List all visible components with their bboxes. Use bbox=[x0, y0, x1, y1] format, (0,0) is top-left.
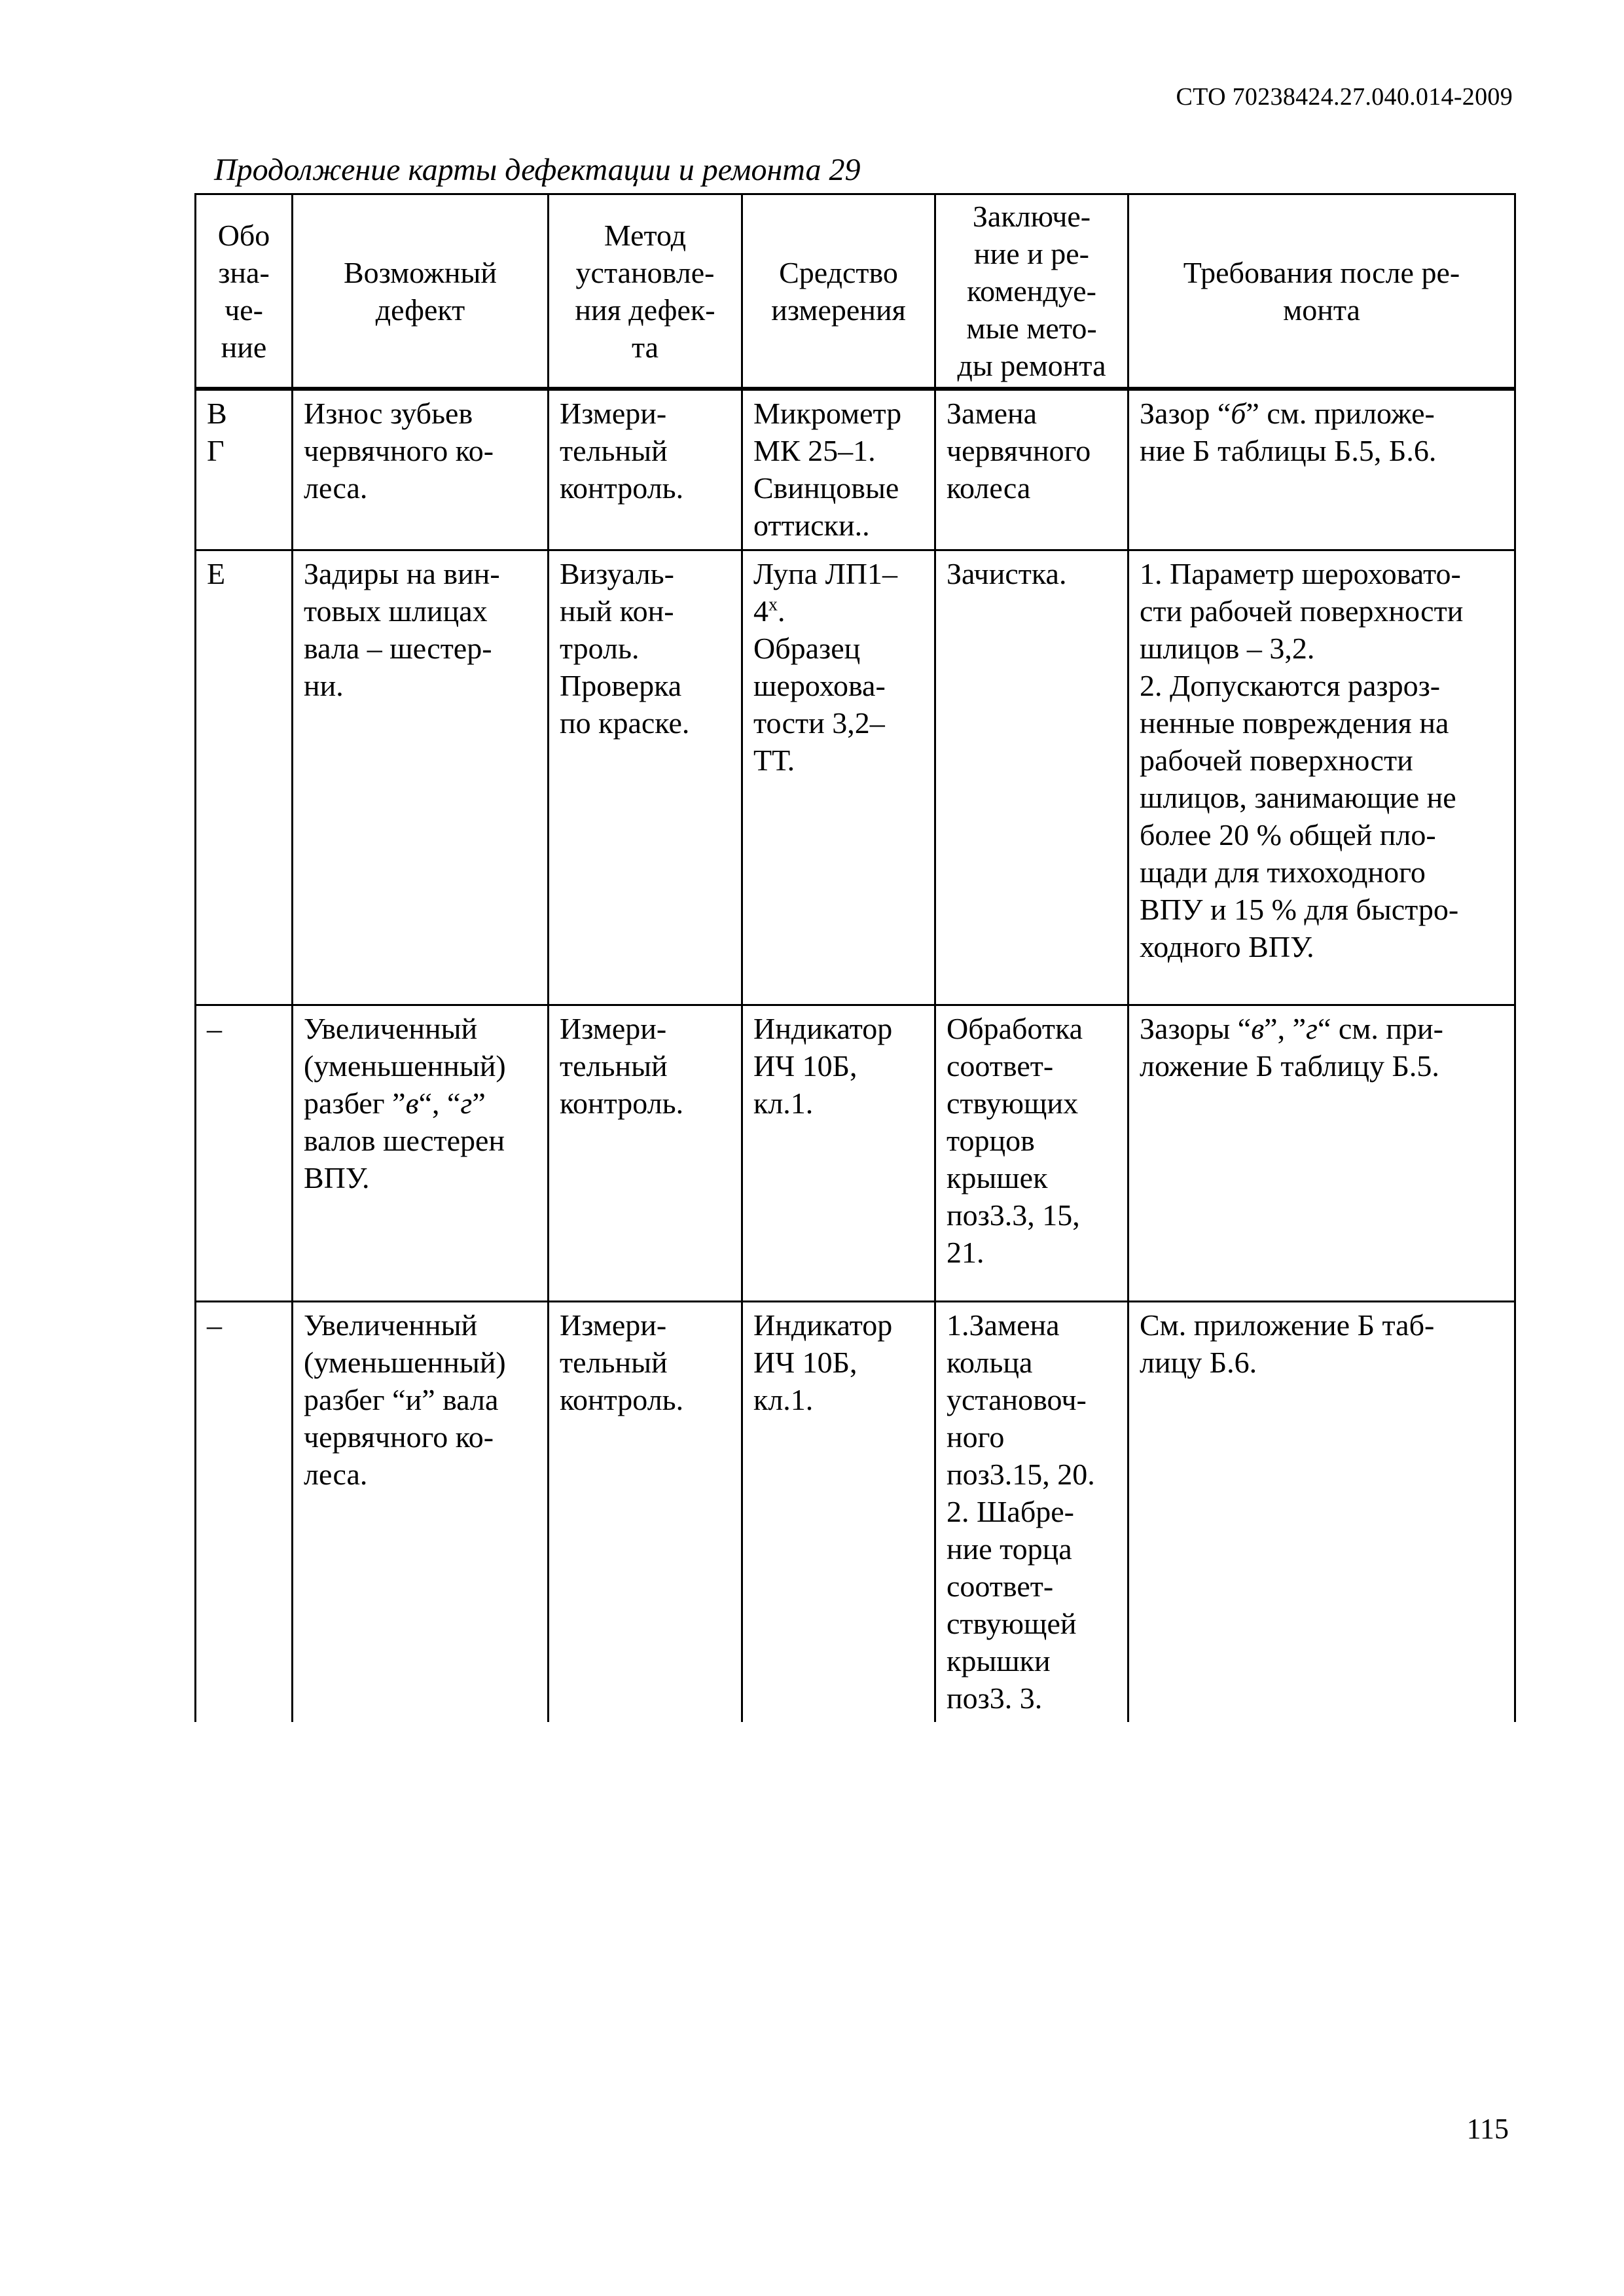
text-segment: ”, ” bbox=[1264, 1012, 1306, 1045]
cell-method: Измери- тельный контроль. bbox=[549, 1005, 742, 1302]
header-conclusion: Заключе- ние и ре- комендуе- мые мето- ды ремонта bbox=[935, 194, 1128, 389]
cell-defect bbox=[293, 1005, 549, 1302]
cell-conclusion: 1.Замена кольца установоч- ного поз3.15, 20. 2. Шабре- ние торца соответ- ствующей крышки поз3. 3. bbox=[935, 1302, 1128, 1723]
table-header bbox=[196, 194, 1515, 389]
cell-defect: Увеличенный (уменьшенный) разбег “и” вала червячного ко- леса. bbox=[293, 1302, 549, 1723]
page-number: 115 bbox=[1466, 2113, 1509, 2145]
cell-tool bbox=[742, 550, 935, 1005]
gap-symbol: г bbox=[1306, 1012, 1318, 1045]
defect-repair-table bbox=[194, 193, 1516, 1722]
table-row bbox=[196, 389, 1515, 550]
text-segment: “, “ bbox=[418, 1086, 461, 1120]
table-body bbox=[196, 389, 1515, 1722]
table-row bbox=[196, 1302, 1515, 1723]
text-segment: ” валов шестерен ВПУ. bbox=[304, 1086, 505, 1194]
text-segment: . Образец шерохова- тости 3,2– ТТ. bbox=[753, 594, 886, 777]
header-row bbox=[196, 194, 1515, 389]
header-requirements: Требования после ре- монта bbox=[1128, 194, 1515, 389]
header-detection-method: Метод установле- ния дефек- та bbox=[549, 194, 742, 389]
cell-requirements bbox=[1128, 1005, 1515, 1302]
cell-designation: – bbox=[196, 1302, 293, 1723]
gap-symbol: г bbox=[460, 1086, 473, 1120]
gap-symbol: в bbox=[1251, 1012, 1265, 1045]
cell-method: Визуаль- ный кон- троль. Проверка по краске. bbox=[549, 550, 742, 1005]
text-segment: Лупа ЛП1– 4 bbox=[753, 557, 898, 628]
text-segment: Увеличенный (уменьшенный) разбег ” bbox=[304, 1012, 506, 1120]
header-possible-defect: Возможный дефект bbox=[293, 194, 549, 389]
cell-requirements: 1. Параметр шероховато- сти рабочей поверхности шлицов – 3,2. 2. Допускаются разроз- ненные повреждения на рабочей поверхности шлицов, занимающие не более 20 % общей пло- щади для тихоходного ВПУ и 15 % для быстро- ходного ВПУ. bbox=[1128, 550, 1515, 1005]
header-measuring-tool: Средство измерения bbox=[742, 194, 935, 389]
text-segment: Зазор “ bbox=[1140, 397, 1231, 430]
header-designation: Обо зна- че- ние bbox=[196, 194, 293, 389]
text-segment: ” см. приложе- ние Б таблицы Б.5, Б.6. bbox=[1140, 397, 1437, 467]
cell-conclusion: Замена червячного колеса bbox=[935, 389, 1128, 550]
text-segment: Зазоры “ bbox=[1140, 1012, 1252, 1045]
cell-requirements bbox=[1128, 389, 1515, 550]
cell-designation: – bbox=[196, 1005, 293, 1302]
cell-tool: Индикатор ИЧ 10Б, кл.1. bbox=[742, 1302, 935, 1723]
table-caption: Продолжение карты дефектации и ремонта 29 bbox=[214, 152, 861, 187]
gap-symbol: б bbox=[1231, 397, 1246, 430]
cell-tool: Индикатор ИЧ 10Б, кл.1. bbox=[742, 1005, 935, 1302]
table-row bbox=[196, 550, 1515, 1005]
cell-defect: Задиры на вин- товых шлицах вала – шестер- ни. bbox=[293, 550, 549, 1005]
cell-tool: Микрометр МК 25–1. Свинцовые оттиски.. bbox=[742, 389, 935, 550]
cell-conclusion: Обработка соответ- ствующих торцов крышек поз3.3, 15, 21. bbox=[935, 1005, 1128, 1302]
cell-conclusion: Зачистка. bbox=[935, 550, 1128, 1005]
superscript: х bbox=[768, 594, 778, 615]
document-code: СТО 70238424.27.040.014-2009 bbox=[1176, 83, 1513, 111]
gap-symbol: в bbox=[405, 1086, 419, 1120]
cell-requirements: См. приложение Б таб- лицу Б.6. bbox=[1128, 1302, 1515, 1723]
cell-method: Измери- тельный контроль. bbox=[549, 1302, 742, 1723]
cell-defect: Износ зубьев червячного ко- леса. bbox=[293, 389, 549, 550]
table-row bbox=[196, 1005, 1515, 1302]
cell-designation: Е bbox=[196, 550, 293, 1005]
cell-method: Измери- тельный контроль. bbox=[549, 389, 742, 550]
cell-designation: В Г bbox=[196, 389, 293, 550]
text-segment: “ см. при- ложение Б таблицу Б.5. bbox=[1140, 1012, 1443, 1083]
